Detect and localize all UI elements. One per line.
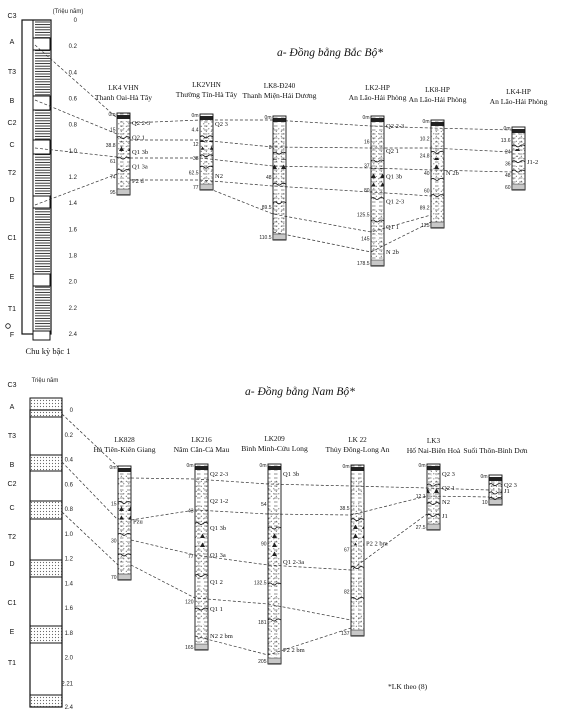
formation-label: Q2 1 — [132, 134, 145, 142]
scale-tick-label: 0.8 — [68, 122, 77, 129]
depth-label: 0m — [503, 126, 511, 132]
scale-tick-label: 1.0 — [64, 531, 73, 538]
cycle-label: A — [9, 39, 15, 46]
depth-label: 4.4 — [191, 127, 199, 134]
borehole-location: Hà Tiên-Kiên Giang — [93, 445, 156, 454]
lithology-sand — [118, 475, 131, 486]
depth-label: 181 — [258, 619, 267, 626]
borehole-column — [243, 82, 317, 241]
borehole-column — [176, 81, 238, 191]
formation-label: Q1 1 — [210, 606, 223, 613]
depth-label: 54 — [260, 502, 267, 509]
borehole-name: LK3 — [426, 437, 441, 445]
lithology-sand — [118, 541, 131, 562]
depth-label: 43 — [187, 508, 194, 515]
formation-label: Q1 3b — [132, 149, 149, 156]
borehole-name: LK4 VHN — [108, 84, 139, 92]
scale-tick-label: 0 — [73, 18, 77, 24]
lithology-sand — [371, 209, 384, 236]
formation-label: Q1 3a — [132, 163, 148, 171]
borehole-location: Thanh Miện-Hải Dương — [242, 91, 317, 100]
formation-label: P2 2 bm — [366, 540, 388, 548]
scale-key-block — [33, 196, 50, 208]
lithology-gravel — [118, 506, 131, 520]
lithology-sand — [371, 131, 384, 149]
lithology-sand — [273, 128, 286, 143]
scale-footer: Chu kỳ bậc 1 — [25, 346, 71, 356]
borehole-location: Năm Căn-Cà Mau — [173, 445, 230, 454]
depth-label: 205 — [258, 659, 267, 665]
lithology-sand — [427, 469, 440, 476]
depth-label: 38.5 — [339, 505, 350, 512]
depth-label: 0m — [264, 115, 272, 121]
cycle-label: T1 — [7, 660, 17, 667]
formation-label: P2 2 bm — [283, 647, 305, 654]
correlation-line — [273, 222, 431, 252]
lithology-topsoil — [273, 118, 286, 122]
depth-label: 89.2 — [419, 205, 430, 212]
lithology-topsoil — [351, 467, 364, 471]
depth-label: 132.5 — [253, 580, 267, 587]
lithology-gravel — [200, 141, 213, 150]
formation-label: Q1 3b — [386, 173, 403, 181]
formation-label: N 2b — [446, 170, 459, 178]
lithology-gravel — [431, 158, 444, 171]
borehole-name: LK8-HP — [425, 86, 450, 94]
depth-label: 10.2 — [419, 136, 430, 143]
lithology-gravel — [427, 487, 440, 495]
depth-label: 12.1 — [415, 494, 426, 500]
cycle-label: E — [9, 629, 15, 636]
formation-label: Q1 1 — [386, 223, 399, 231]
lithology-sand — [273, 218, 286, 233]
formation-label: Q2 3 — [215, 121, 228, 128]
depth-label: 0m — [259, 463, 267, 469]
scale-tick-label: 2.2 — [68, 305, 77, 312]
cycle-label: E — [9, 274, 15, 281]
depth-label: 12 — [192, 141, 199, 148]
footnote: *LK theo (8) — [388, 682, 428, 691]
scale-tick-label: 0.6 — [64, 482, 73, 489]
scale-tick-label: 1.6 — [68, 227, 77, 234]
lithology-sand — [268, 636, 281, 656]
scale-unit: (Triệu năm) — [52, 9, 84, 15]
lithology-sand — [117, 180, 130, 190]
cycle-label: C3 — [7, 382, 17, 389]
lithology-sand — [351, 578, 364, 609]
lithology-sand — [118, 564, 131, 575]
depth-label: 37 — [363, 163, 370, 170]
depth-label: 15 — [109, 127, 116, 134]
depth-label: 90 — [260, 541, 267, 548]
borehole-column — [95, 84, 152, 196]
scale-tick-label: 2.4 — [68, 332, 77, 338]
scale-tick-label: 0.2 — [64, 432, 73, 439]
lithology-sand — [195, 624, 208, 643]
scale-key-block — [33, 38, 50, 50]
depth-label: 178.5 — [356, 261, 370, 267]
depth-label: 0m — [418, 463, 426, 469]
borehole-location: Hố Nai-Biên Hoà — [406, 446, 461, 455]
cycle-label: C3 — [7, 13, 17, 20]
cycle-label: C1 — [7, 600, 17, 607]
lithology-gravel — [512, 149, 525, 157]
cycle-label: T3 — [7, 433, 17, 440]
formation-label: Q2 1-2 — [210, 498, 229, 505]
cycle-label: B — [9, 462, 15, 469]
lithology-sand — [200, 122, 213, 131]
formation-label: N 2b — [386, 249, 399, 256]
scale-tick-label: 0 — [69, 408, 73, 414]
lithology-gravel — [489, 486, 502, 490]
panel-title: a- Đồng bằng Nam Bộ* — [245, 386, 355, 398]
depth-label: 74 — [109, 174, 116, 181]
borehole-name: LK209 — [264, 435, 285, 443]
depth-label: 60 — [423, 188, 430, 195]
lithology-topsoil — [427, 466, 440, 470]
scale-marker-circle — [6, 324, 11, 329]
borehole-location: An Lão-Hải Phòng — [408, 95, 467, 104]
lithology-sand — [117, 121, 130, 131]
depth-label: 48 — [504, 173, 511, 180]
scale-key-block — [30, 560, 62, 577]
scale-key-block — [33, 274, 50, 286]
depth-label: 82 — [343, 589, 350, 596]
lithology-sand — [431, 131, 444, 144]
lithology-sand — [431, 209, 444, 222]
formation-label: Q2 3 — [442, 471, 455, 478]
lithology-gravel — [268, 534, 281, 558]
lithology-sand — [195, 479, 208, 498]
borehole-name: LK 22 — [348, 436, 367, 444]
lithology-sand — [195, 587, 208, 620]
formation-label: J1 — [504, 488, 510, 495]
lithology-gravel — [351, 525, 364, 546]
formation-label: Q1 3b — [210, 525, 227, 532]
correlation-line — [130, 120, 512, 130]
lithology-topsoil — [195, 466, 208, 470]
lithology-topsoil — [200, 116, 213, 120]
depth-label: 48 — [265, 175, 272, 181]
depth-label: 110.5 — [259, 235, 272, 241]
cycle-label: T2 — [7, 170, 17, 177]
lithology-topsoil — [371, 118, 384, 122]
formation-label: J1-2 — [527, 159, 539, 167]
cycle-label: F — [9, 332, 15, 339]
depth-label: 0m — [342, 464, 350, 470]
scale-key-block — [33, 331, 50, 340]
cycle-label: C2 — [7, 120, 17, 127]
cycle-label: D — [9, 561, 15, 568]
lithology-gravel — [117, 142, 130, 152]
scale-tick-label: 1.0 — [68, 148, 77, 155]
lithology-topsoil — [512, 129, 525, 133]
formation-label: J1 — [442, 513, 448, 520]
panel-south — [8, 378, 528, 711]
depth-label: 62.5 — [188, 170, 199, 177]
depth-label: 0m — [480, 474, 488, 480]
depth-label: 0m — [108, 112, 116, 118]
depth-label: 27.5 — [415, 525, 426, 531]
scale-tick-label: 1.2 — [68, 175, 77, 181]
scale-tick-label: 1.2 — [64, 556, 73, 563]
lithology-gravel — [195, 529, 208, 551]
lithology-gravel — [371, 169, 384, 187]
borehole-name: LK216 — [191, 436, 212, 444]
scale-key-block — [30, 398, 62, 417]
borehole-location: Thủy Đông-Long An — [325, 445, 390, 454]
cycle-label: C2 — [7, 481, 17, 488]
scale-tick-label: 2.21 — [61, 681, 73, 688]
depth-label: 0m — [109, 465, 117, 471]
formation-label: Q2 2-3 — [210, 471, 229, 478]
depth-label: 137 — [341, 631, 350, 637]
scale-tick-label: 0.2 — [68, 44, 77, 51]
cycle-label: C — [9, 142, 15, 149]
formation-label: Q2 1 — [386, 148, 399, 156]
scale-key-block — [30, 501, 62, 519]
depth-label: 77 — [192, 185, 199, 191]
lithology-sand — [371, 239, 384, 257]
lithology-gravel — [273, 159, 286, 174]
depth-label: 0m — [422, 119, 430, 125]
depth-label: 13.6 — [500, 137, 511, 144]
depth-label: 0m — [362, 115, 370, 121]
scale-key-block — [30, 455, 62, 471]
cycle-label: C — [9, 505, 15, 512]
depth-label: 24 — [504, 149, 511, 156]
scale-key-block — [30, 695, 62, 707]
scale-key-block — [30, 626, 62, 643]
correlation-line — [131, 565, 351, 620]
scale-tick-label: 2.4 — [64, 705, 73, 711]
borehole-column — [174, 436, 233, 651]
borehole-name: LK8-Đ240 — [263, 82, 296, 90]
borehole-location: Thường Tín-Hà Tây — [175, 90, 238, 99]
formation-label: N2 2 bm — [210, 633, 233, 640]
borehole-column — [349, 84, 407, 267]
scale-key-block — [33, 140, 50, 154]
lithology-topsoil — [117, 115, 130, 119]
depth-label: 0m — [186, 463, 194, 469]
borehole-column — [241, 435, 308, 665]
depth-label: 80 — [363, 188, 370, 194]
formation-label: Q2 2-3 — [132, 120, 151, 127]
depth-label: 125.5 — [356, 212, 370, 219]
depth-label: 38.8 — [105, 143, 116, 150]
lithology-sand — [351, 612, 364, 629]
lithology-topsoil — [118, 468, 131, 472]
depth-label: 40 — [423, 171, 430, 177]
scale-tick-label: 0.4 — [68, 70, 77, 77]
formation-label: Q2 3 — [504, 482, 517, 489]
cycle-label: B — [9, 98, 15, 105]
borehole-name: LK2-HP — [365, 84, 390, 92]
lithology-sand — [351, 479, 364, 496]
cycle-label: T1 — [7, 306, 17, 313]
formation-label: N2 — [215, 173, 223, 180]
lithology-sand — [268, 596, 281, 632]
panel-north — [6, 9, 548, 356]
formation-label: Q1 2-3 — [386, 198, 405, 206]
cycle-label: T3 — [7, 69, 17, 76]
borehole-location: An Lão-Hải Phòng — [489, 97, 548, 106]
borehole-name: LK4-HP — [506, 88, 531, 96]
borehole-name: LK2VHN — [192, 81, 221, 89]
depth-label: 36 — [504, 161, 511, 168]
depth-label: 10 — [481, 500, 488, 506]
depth-label: 145 — [361, 236, 370, 243]
borehole-column — [409, 86, 467, 229]
borehole-column — [93, 436, 155, 581]
depth-label: 0m — [191, 113, 199, 119]
formation-label: Q1 3b — [283, 471, 300, 478]
scale-tick-label: 2.0 — [64, 655, 73, 662]
borehole-location: An Lão-Hải Phòng — [348, 93, 407, 102]
borehole-column — [490, 88, 548, 191]
depth-label: 120 — [185, 599, 194, 606]
scale-tick-label: 1.6 — [64, 606, 73, 612]
cycle-label: A — [9, 404, 15, 411]
borehole-name: LK828 — [114, 436, 135, 444]
lithology-topsoil — [268, 466, 281, 470]
formation-label: Q2 1 — [442, 485, 455, 492]
lithology-sand — [427, 508, 440, 520]
depth-label: 77 — [187, 554, 194, 560]
depth-label: 16 — [363, 139, 370, 146]
scale-tick-label: 1.8 — [64, 630, 73, 637]
depth-label: 38 — [192, 156, 199, 163]
formation-label: Q2 2-3 — [386, 123, 405, 130]
scale-tick-label: 1.4 — [64, 581, 73, 588]
panel-title: a- Đồng bằng Bắc Bộ* — [276, 47, 384, 59]
depth-label: 67 — [343, 547, 350, 554]
formation-label: Q1 2-3a — [283, 559, 305, 566]
depth-label: 30 — [110, 538, 117, 545]
cycle-label: C1 — [7, 235, 17, 242]
depth-label: 70 — [110, 575, 117, 581]
depth-label: 95 — [109, 190, 116, 196]
lithology-sand — [512, 133, 525, 141]
depth-label: 24.8 — [419, 153, 430, 160]
scale-unit: Triệu năm — [31, 378, 59, 384]
depth-label: 61 — [109, 158, 116, 165]
scale-tick-label: 0.8 — [64, 507, 73, 513]
borehole-location: Suối Thôn-Bình Dơn — [463, 446, 528, 455]
lithology-sand — [268, 480, 281, 500]
depth-label: 89.5 — [261, 205, 272, 211]
lithology-topsoil — [489, 477, 502, 481]
scale-tick-label: 2.0 — [68, 279, 77, 286]
cycle-label: T2 — [7, 534, 17, 541]
scale-tick-label: 0.4 — [64, 457, 73, 464]
scale-tick-label: 1.8 — [68, 253, 77, 260]
formation-label: Q1 2 — [210, 579, 223, 586]
depth-label: 125 — [421, 223, 430, 229]
depth-label: 60 — [504, 185, 511, 191]
borehole-location: Thanh Oai-Hà Tây — [94, 93, 153, 102]
formation-label: Pzu — [133, 518, 143, 526]
borehole-column — [325, 436, 389, 637]
scale-tick-label: 0.6 — [68, 96, 77, 103]
depth-label: 8 — [268, 145, 272, 151]
formation-label: N2 — [442, 499, 450, 506]
cycle-label: D — [9, 197, 15, 204]
depth-label: 165 — [185, 645, 194, 651]
formation-label: Q1 3a — [210, 552, 226, 559]
borehole-location: Bình Minh-Cửu Long — [241, 444, 308, 453]
borehole-column — [407, 437, 461, 531]
lithology-topsoil — [431, 122, 444, 126]
depth-label: 15 — [110, 501, 117, 508]
formation-label: P2 d — [132, 178, 144, 185]
scale-tick-label: 1.4 — [68, 201, 77, 208]
